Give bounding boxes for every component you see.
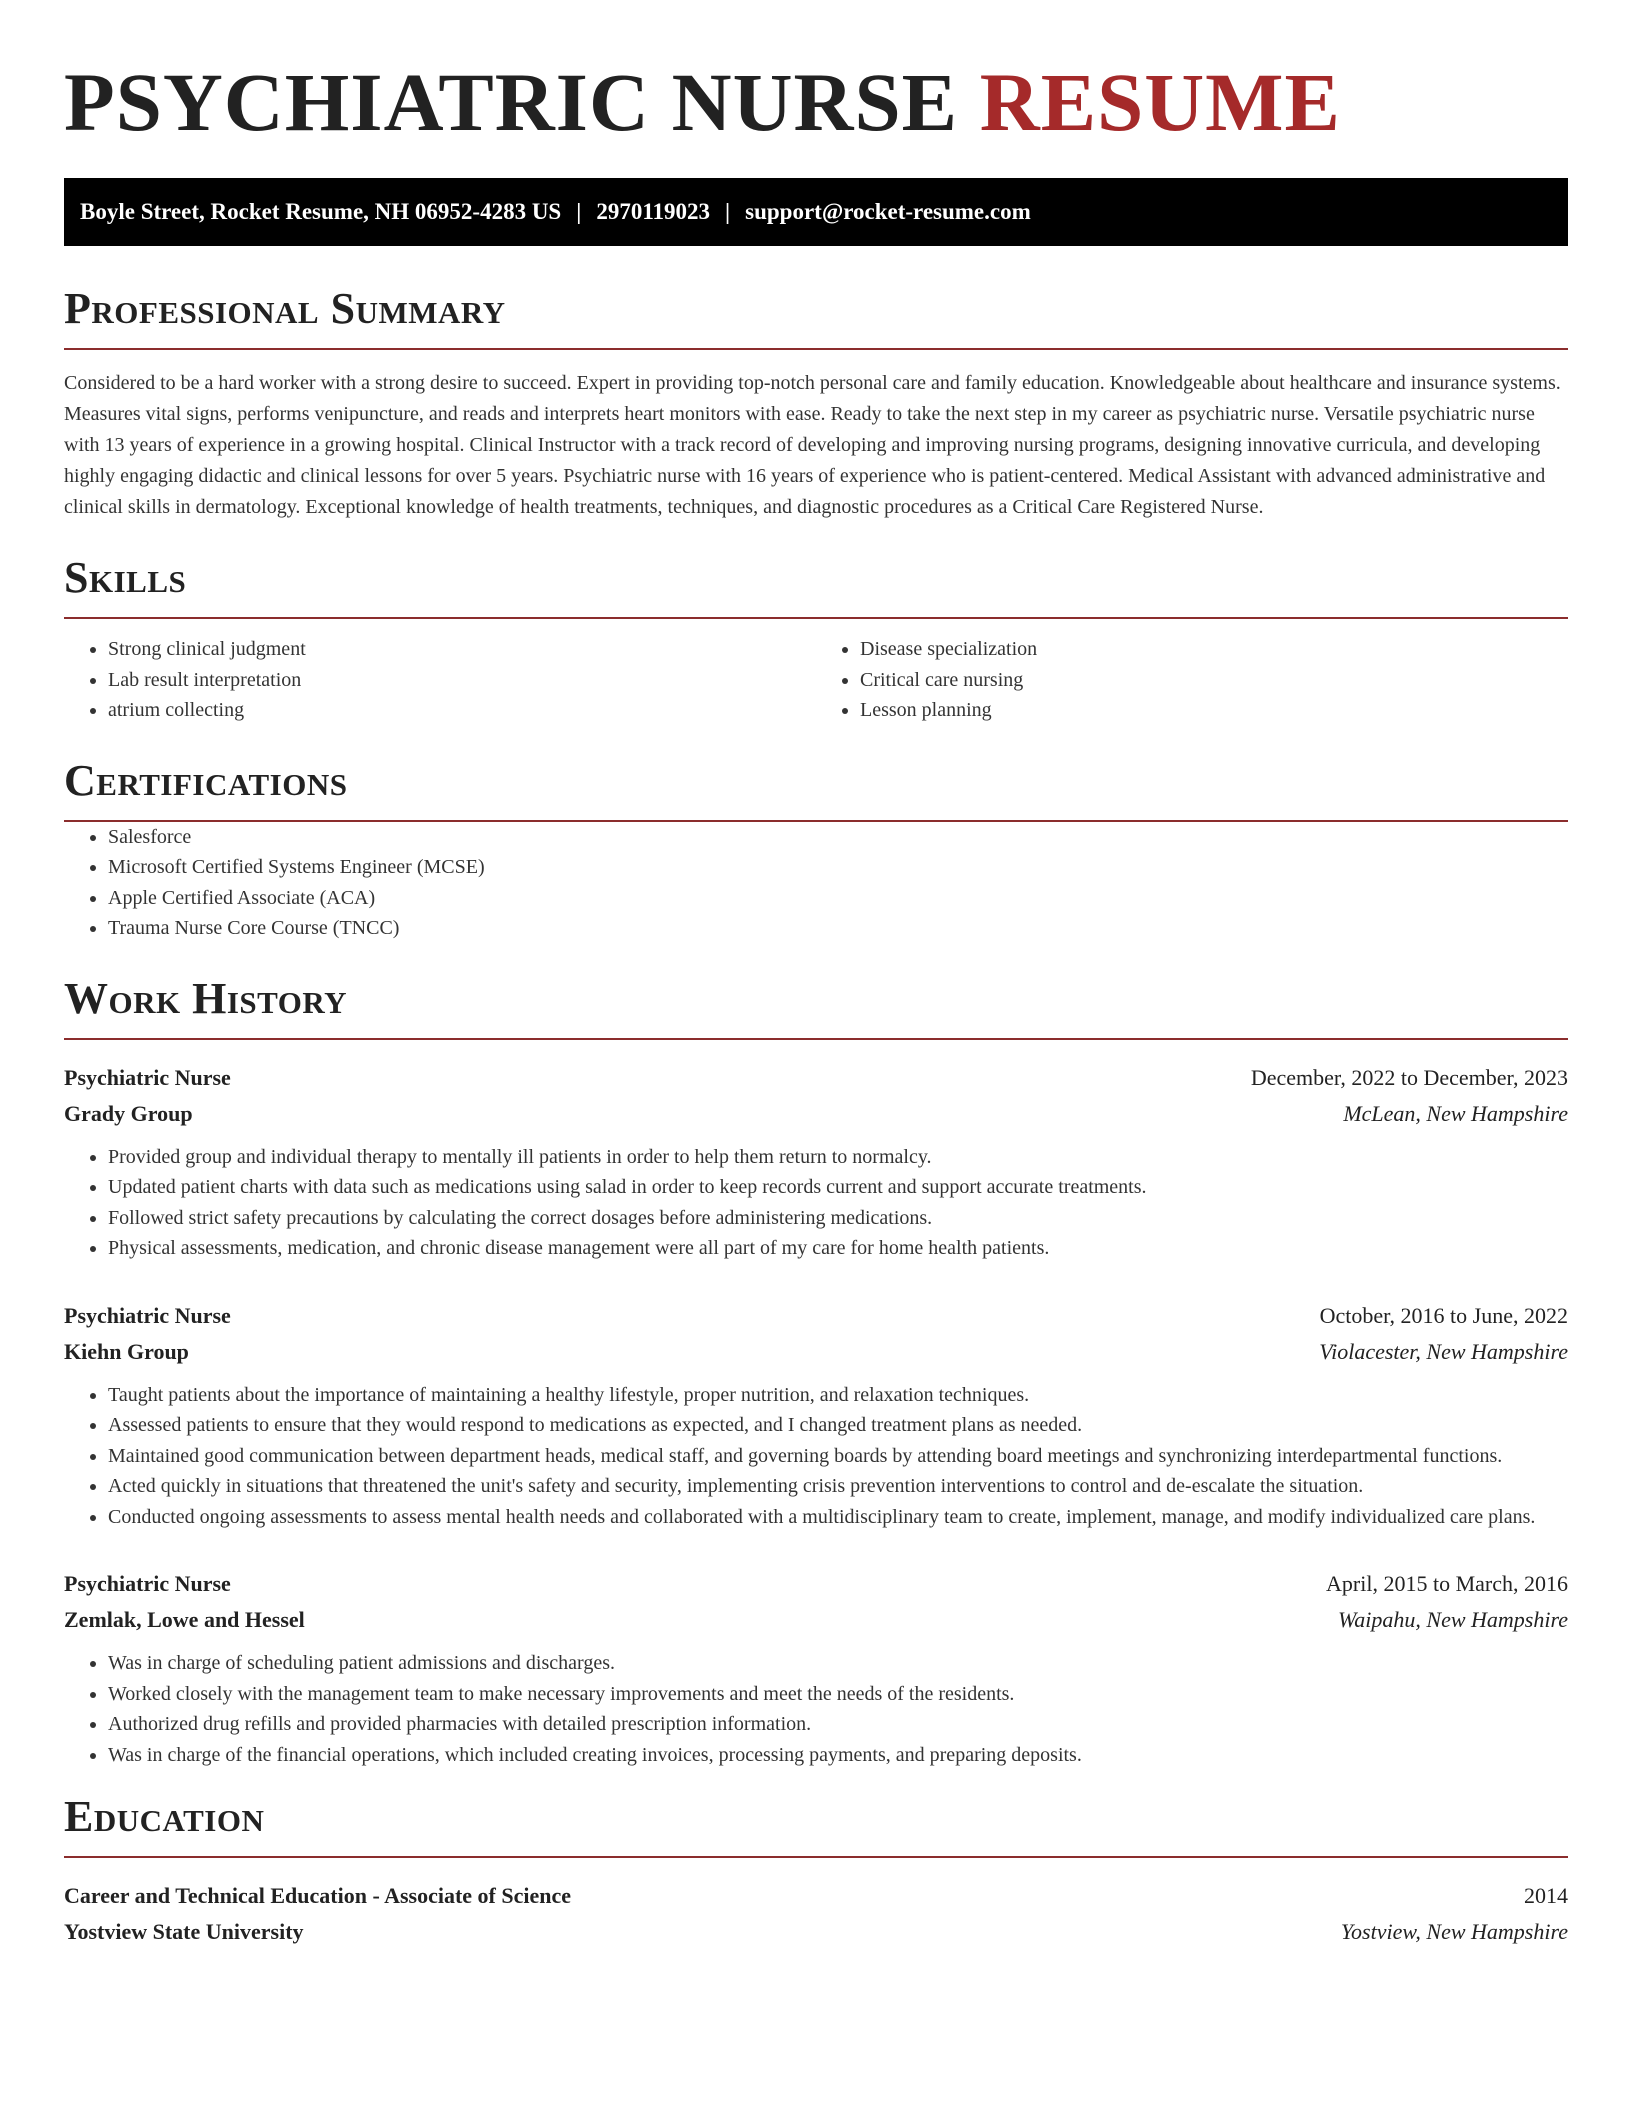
job-bullet: • Provided group and individual therapy to mentally ill patients in order to help them return to normalcy.: [108, 1142, 1568, 1173]
job-bullet: • Was in charge of the financial operations, which included creating invoices, processing payments, and preparing deposits.: [108, 1740, 1568, 1771]
job-location: Violacester, New Hampshire: [1319, 1338, 1568, 1364]
job-title: Psychiatric Nurse: [64, 1064, 231, 1090]
skills-section: [64, 553, 1568, 726]
job-title: Psychiatric Nurse: [64, 1571, 231, 1596]
contact-email: support@rocket-resume.com: [745, 199, 1031, 224]
job-bullet: • Was in charge of scheduling patient admissions and discharges.: [108, 1648, 1568, 1679]
summary-section: [64, 284, 1568, 523]
certification-item: • Apple Certified Associate (ACA): [108, 883, 1568, 914]
job-dates: April, 2015 to March, 2016: [1326, 1571, 1568, 1596]
job-company: Grady Group: [64, 1100, 193, 1126]
education-school: Yostview State University: [64, 1919, 304, 1944]
section-divider: [64, 348, 1568, 350]
section-divider: [64, 1038, 1568, 1040]
job-company-row: [64, 1602, 1568, 1638]
skill-item: • Lesson planning: [860, 695, 1568, 726]
education-school-row: [64, 1914, 1568, 1950]
title-accent: RESUME: [979, 56, 1341, 148]
skill-item: • Critical care nursing: [860, 665, 1568, 696]
job-entry: [64, 1566, 1568, 1770]
job-bullet: • Maintained good communication between department heads, medical staff, and governing boards by attending board meetings and synchronizing interdepartmental functions.: [108, 1441, 1568, 1472]
job-bullets: [64, 1142, 1568, 1264]
job-location: McLean, New Hampshire: [1343, 1100, 1568, 1126]
job-bullet: • Acted quickly in situations that threatened the unit's safety and security, implementing crisis prevention interventions to control and de-escalate the situation.: [108, 1471, 1568, 1502]
job-bullet: • Worked closely with the management team to make necessary improvements and meet the needs of the residents.: [108, 1679, 1568, 1710]
job-company-row: [64, 1096, 1568, 1132]
job-header-row: [64, 1060, 1568, 1096]
job-entry: [64, 1060, 1568, 1264]
skills-list-right: [816, 634, 1568, 726]
education-section: [64, 1792, 1568, 1950]
contact-phone: 2970119023: [596, 199, 711, 224]
job-bullet: • Updated patient charts with data such as medications using salad in order to keep records current and support accurate treatments.: [108, 1172, 1568, 1203]
job-dates: December, 2022 to December, 2023: [1250, 1064, 1568, 1090]
education-year: 2014: [1524, 1883, 1568, 1908]
certifications-list: [64, 822, 1568, 944]
certification-item: • Microsoft Certified Systems Engineer (MCSE): [108, 852, 1568, 883]
job-bullet: • Assessed patients to ensure that they would respond to medications as expected, and I changed treatment plans as needed.: [108, 1410, 1568, 1441]
job-company: Kiehn Group: [64, 1338, 189, 1364]
skill-item: • Disease specialization: [860, 634, 1568, 665]
resume-title: [64, 52, 1568, 152]
job-company: Zemlak, Lowe and Hessel: [64, 1607, 305, 1632]
summary-heading: Professional Summary: [64, 284, 506, 333]
job-header-row: [64, 1566, 1568, 1602]
contact-separator: |: [725, 199, 731, 224]
job-bullets: [64, 1380, 1568, 1533]
job-bullet: • Taught patients about the importance of maintaining a healthy lifestyle, proper nutrition, and relaxation techniques.: [108, 1380, 1568, 1411]
certification-item: • Salesforce: [108, 822, 1568, 853]
skill-item: • atrium collecting: [108, 695, 816, 726]
contact-address: Boyle Street, Rocket Resume, NH 06952-4283 US: [80, 199, 562, 224]
skills-heading: Skills: [64, 553, 187, 602]
work-history-section: [64, 974, 1568, 1771]
education-degree: Career and Technical Education - Associate of Science: [64, 1883, 572, 1908]
summary-text: Considered to be a hard worker with a strong desire to succeed. Expert in providing top-notch personal care and family education. Knowledgeable about healthcare and insurance systems. Measures vital signs, performs venipuncture, and reads and interprets heart monitors with ease. Ready to take the next step in my career as psychiatric nurse. Versatile psychiatric nurse with 13 years of experience in a growing hospital. Clinical Instructor with a track record of developing and improving nursing programs, designing innovative curricula, and developing highly engaging didactic and clinical lessons for over 5 years. Psychiatric nurse with 16 years of experience who is patient-centered. Medical Assistant with advanced administrative and clinical skills in dermatology. Exceptional knowledge of health treatments, techniques, and diagnostic procedures as a Critical Care Registered Nurse.: [64, 372, 1561, 518]
section-divider: [64, 1856, 1568, 1858]
section-divider: [64, 617, 1568, 619]
job-bullets: [64, 1648, 1568, 1770]
education-heading: Education: [64, 1792, 265, 1841]
job-bullet: • Physical assessments, medication, and chronic disease management were all part of my care for home health patients.: [108, 1233, 1568, 1264]
job-bullet: • Followed strict safety precautions by calculating the correct dosages before administering medications.: [108, 1203, 1568, 1234]
job-title: Psychiatric Nurse: [64, 1302, 231, 1328]
job-bullet: • Conducted ongoing assessments to assess mental health needs and collaborated with a multidisciplinary team to create, implement, manage, and modify individualized care plans.: [108, 1502, 1568, 1533]
certifications-section: [64, 756, 1568, 944]
skills-grid: [64, 634, 1568, 726]
job-location: Waipahu, New Hampshire: [1338, 1607, 1568, 1632]
skill-item: • Lab result interpretation: [108, 665, 816, 696]
certification-item: • Trauma Nurse Core Course (TNCC): [108, 913, 1568, 944]
certifications-heading: Certifications: [64, 755, 348, 805]
skills-list-left: [64, 634, 816, 726]
job-header-row: [64, 1298, 1568, 1334]
education-entry: [64, 1878, 1568, 1950]
work-history-heading: Work History: [64, 973, 348, 1023]
education-degree-row: [64, 1878, 1568, 1914]
job-company-row: [64, 1334, 1568, 1370]
job-bullet: • Authorized drug refills and provided pharmacies with detailed prescription information.: [108, 1709, 1568, 1740]
contact-bar: [64, 178, 1568, 246]
skill-item: • Strong clinical judgment: [108, 634, 816, 665]
job-entry: [64, 1298, 1568, 1533]
job-dates: October, 2016 to June, 2022: [1319, 1302, 1568, 1328]
contact-separator: |: [576, 199, 582, 224]
title-main: PSYCHIATRIC NURSE: [64, 56, 959, 148]
education-location: Yostview, New Hampshire: [1340, 1919, 1568, 1944]
